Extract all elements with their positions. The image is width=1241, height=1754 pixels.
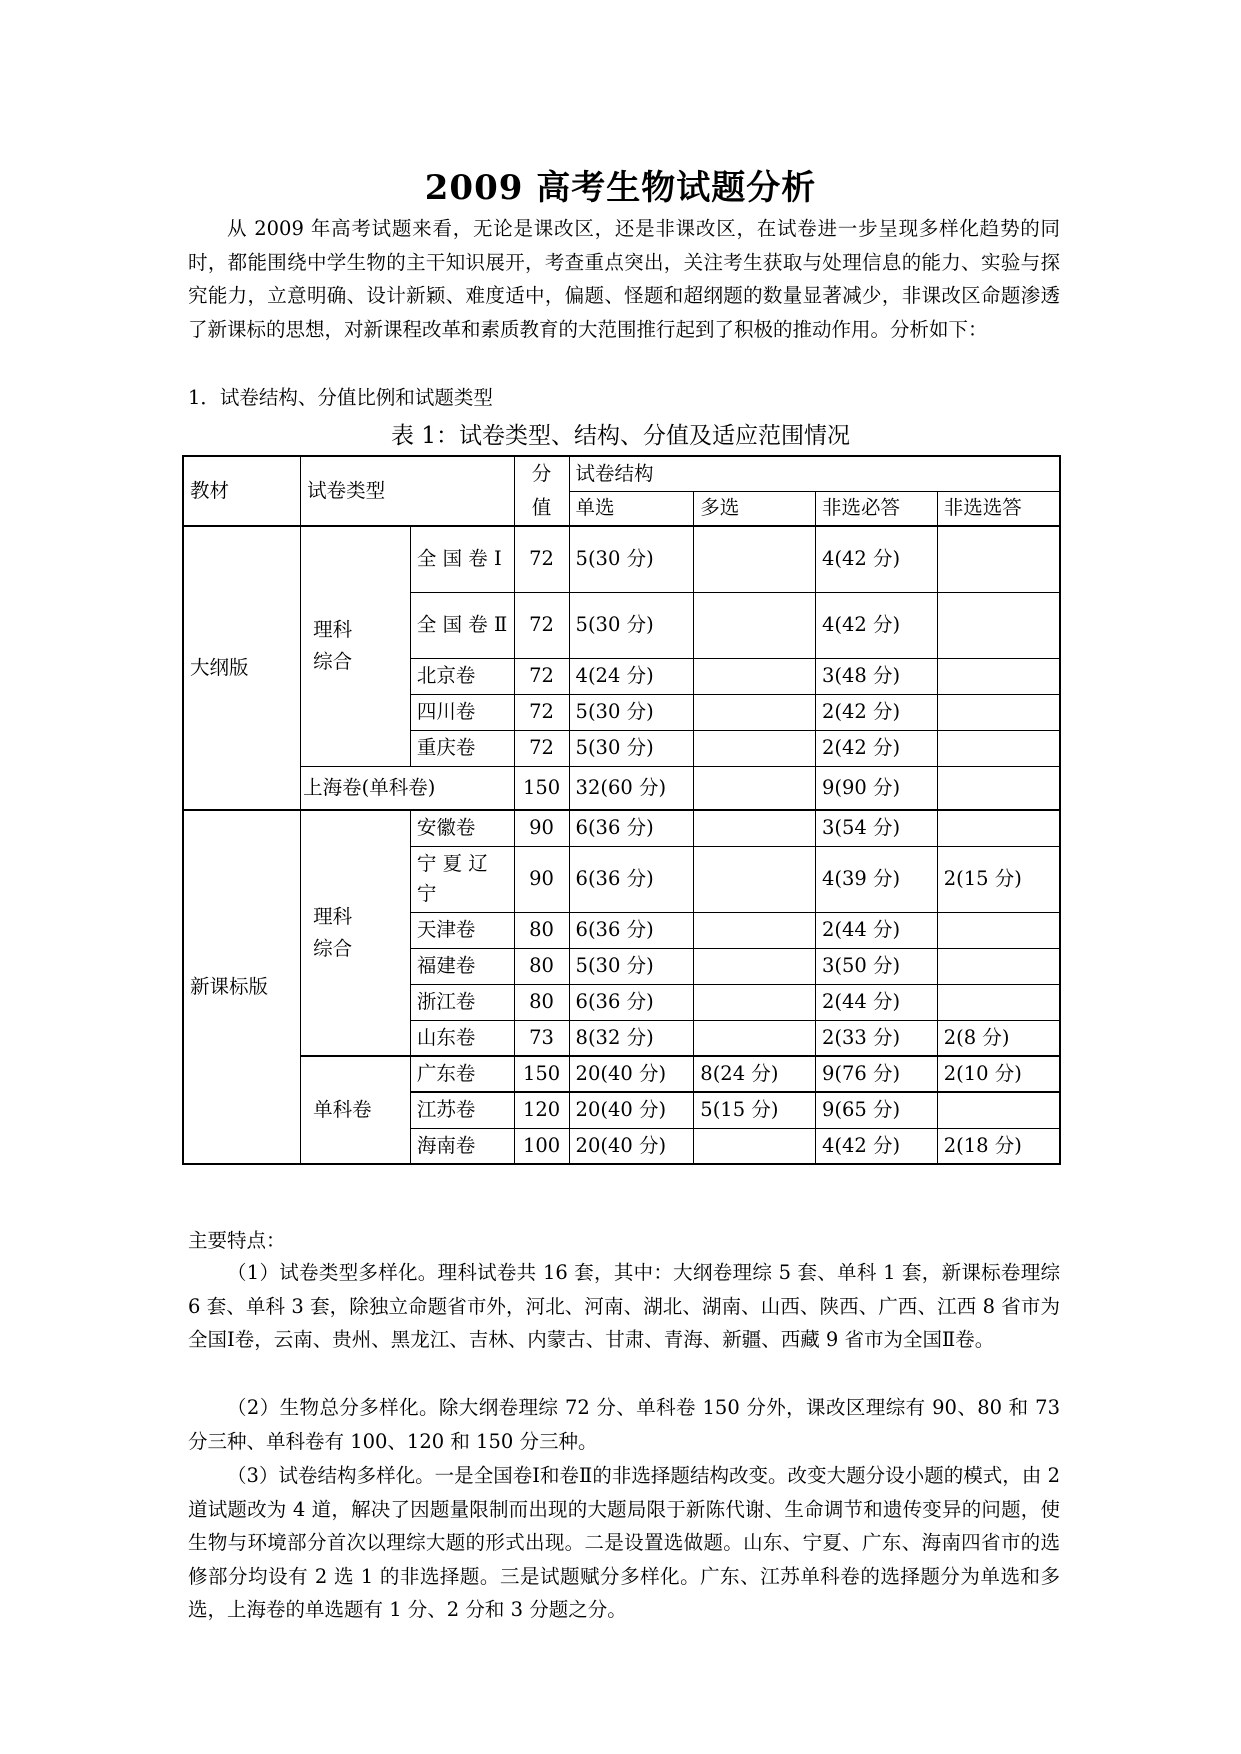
section-heading-1: 1．试卷结构、分值比例和试题类型 [188,386,493,409]
header-structure: 试卷结构 [569,456,1060,491]
header-required: 非选必答 [816,491,938,526]
paper-multi [694,948,816,984]
paper-optional: 2(18 分) [937,1128,1060,1164]
paper-multi [694,766,816,810]
paper-single: 32(60 分) [569,766,694,810]
paper-name: 浙江卷 [410,984,514,1020]
paper-required: 2(44 分) [816,912,938,948]
group-old: 大纲版 [183,526,301,810]
paper-multi [694,1020,816,1056]
paper-single: 20(40 分) [569,1092,694,1128]
paper-multi [694,730,816,766]
paper-required: 4(42 分) [816,526,938,592]
paper-single: 5(30 分) [569,948,694,984]
paper-optional: 2(15 分) [937,846,1060,912]
paper-single: 6(36 分) [569,912,694,948]
group-new: 新课标版 [183,810,301,1164]
paper-optional [937,592,1060,658]
paper-multi [694,912,816,948]
table-caption: 表 1：试卷类型、结构、分值及适应范围情况 [391,423,850,449]
paper-optional [937,1092,1060,1128]
paper-optional [937,912,1060,948]
paper-single: 5(30 分) [569,694,694,730]
header-row-1 [183,456,1060,491]
paper-name: 天津卷 [410,912,514,948]
page-title: 2009 高考生物试题分析 [424,168,817,208]
paper-name: 上海卷(单科卷) [301,766,514,810]
paper-optional: 2(8 分) [937,1020,1060,1056]
feature-paragraph-2: （2）生物总分多样化。除大纲卷理综 72 分、单科卷 150 分外，课改区理综有 90、80 和 73 分三种、单科卷有 100、120 和 150 分三种。 [188,1396,1060,1453]
paper-name: 全 国 卷 Ⅰ [410,526,514,592]
paper-name: 福建卷 [410,948,514,984]
paper-name: 安徽卷 [410,810,514,846]
paper-multi [694,592,816,658]
paper-score: 150 [514,766,569,810]
table-row [183,810,1060,846]
paper-required: 3(50 分) [816,948,938,984]
paper-optional [937,984,1060,1020]
paper-required: 2(42 分) [816,730,938,766]
paper-name: 北京卷 [410,658,514,694]
paper-required: 9(76 分) [816,1056,938,1092]
paper-name: 全 国 卷 Ⅱ [410,592,514,658]
paper-score: 80 [514,912,569,948]
paper-optional [937,730,1060,766]
paper-required: 4(42 分) [816,1128,938,1164]
paper-multi [694,810,816,846]
paper-score: 90 [514,846,569,912]
paper-multi [694,526,816,592]
paper-optional [937,694,1060,730]
paper-multi [694,658,816,694]
paper-name: 海南卷 [410,1128,514,1164]
table-row [183,526,1060,592]
features-heading: 主要特点： [188,1229,286,1252]
header-multi: 多选 [694,491,816,526]
table-row [183,766,1060,810]
paper-score: 150 [514,1056,569,1092]
paper-score: 73 [514,1020,569,1056]
paper-multi [694,694,816,730]
paper-required: 9(65 分) [816,1092,938,1128]
paper-required: 2(44 分) [816,984,938,1020]
feature-paragraph-3: （3）试卷结构多样化。一是全国卷Ⅰ和卷Ⅱ的非选择题结构改变。改变大题分设小题的模式，由 2 道试题改为 4 道，解决了因题量限制而出现的大题局限于新陈代谢、生命调节和遗传变异的问题，使生物与环境部分首次以理综大题的形式出现。二是设置选做题。山东、宁夏、广东、海南四省市的选修部分均设有 2 选 1 的非选择题。三是试题赋分多样化。广东、江苏单科卷的选择题分为单选和多选，上海卷的单选题有 1 分、2 分和 3 分题之分。 [188,1464,1060,1621]
paper-name: 江苏卷 [410,1092,514,1128]
header-paper-type: 试卷类型 [301,456,514,526]
paper-single: 6(36 分) [569,984,694,1020]
paper-single: 5(30 分) [569,526,694,592]
header-textbook: 教材 [183,456,301,526]
paper-optional [937,526,1060,592]
paper-optional [937,658,1060,694]
paper-optional [937,948,1060,984]
paper-score: 120 [514,1092,569,1128]
paper-optional [937,810,1060,846]
header-optional: 非选选答 [937,491,1060,526]
paper-optional [937,766,1060,810]
paper-required: 3(48 分) [816,658,938,694]
paper-score: 72 [514,592,569,658]
paper-score: 100 [514,1128,569,1164]
paper-score: 72 [514,694,569,730]
paper-single: 5(30 分) [569,730,694,766]
paper-required: 2(33 分) [816,1020,938,1056]
exam-structure-table [182,455,1061,1165]
header-score: 分值 [514,456,569,526]
paper-name: 宁 夏 辽 宁 [410,846,514,912]
paper-score: 90 [514,810,569,846]
paper-multi [694,1128,816,1164]
group-new-sci-comp: 理科综合 [301,810,411,1056]
paper-name: 广东卷 [410,1056,514,1092]
paper-single: 20(40 分) [569,1128,694,1164]
paper-score: 72 [514,526,569,592]
paper-required: 4(42 分) [816,592,938,658]
paper-single: 20(40 分) [569,1056,694,1092]
intro-paragraph: 从 2009 年高考试题来看，无论是课改区，还是非课改区，在试卷进一步呈现多样化趋势的同时，都能围绕中学生物的主干知识展开，考查重点突出，关注考生获取与处理信息的能力、实验与探究能力，立意明确、设计新颖、难度适中，偏题、怪题和超纲题的数量显著减少，非课改区命题渗透了新课标的思想，对新课程改革和素质教育的大范围推行起到了积极的推动作用。分析如下： [188,217,1060,341]
paper-name: 四川卷 [410,694,514,730]
paper-single: 6(36 分) [569,810,694,846]
paper-score: 80 [514,984,569,1020]
paper-multi [694,984,816,1020]
feature-paragraph-1: （1）试卷类型多样化。理科试卷共 16 套，其中：大纲卷理综 5 套、单科 1 套，新课标卷理综 6 套、单科 3 套，除独立命题省市外，河北、河南、湖北、湖南、山西、陕西、广西、江西 8 省市为全国Ⅰ卷，云南、贵州、黑龙江、吉林、内蒙古、甘肃、青海、新疆、西藏 9 省市为全国Ⅱ卷。 [188,1261,1060,1351]
paper-single: 8(32 分) [569,1020,694,1056]
paper-required: 4(39 分) [816,846,938,912]
paper-single: 5(30 分) [569,592,694,658]
paper-single: 4(24 分) [569,658,694,694]
paper-name: 重庆卷 [410,730,514,766]
paper-required: 2(42 分) [816,694,938,730]
paper-name: 山东卷 [410,1020,514,1056]
header-single: 单选 [569,491,694,526]
paper-multi [694,846,816,912]
paper-multi: 5(15 分) [694,1092,816,1128]
paper-score: 72 [514,730,569,766]
group-single-subject: 单科卷 [301,1056,411,1164]
group-old-sci-comp: 理科综合 [301,526,411,766]
paper-optional: 2(10 分) [937,1056,1060,1092]
paper-single: 6(36 分) [569,846,694,912]
table-row [183,1056,1060,1092]
paper-required: 9(90 分) [816,766,938,810]
paper-required: 3(54 分) [816,810,938,846]
paper-multi: 8(24 分) [694,1056,816,1092]
paper-score: 72 [514,658,569,694]
paper-score: 80 [514,948,569,984]
